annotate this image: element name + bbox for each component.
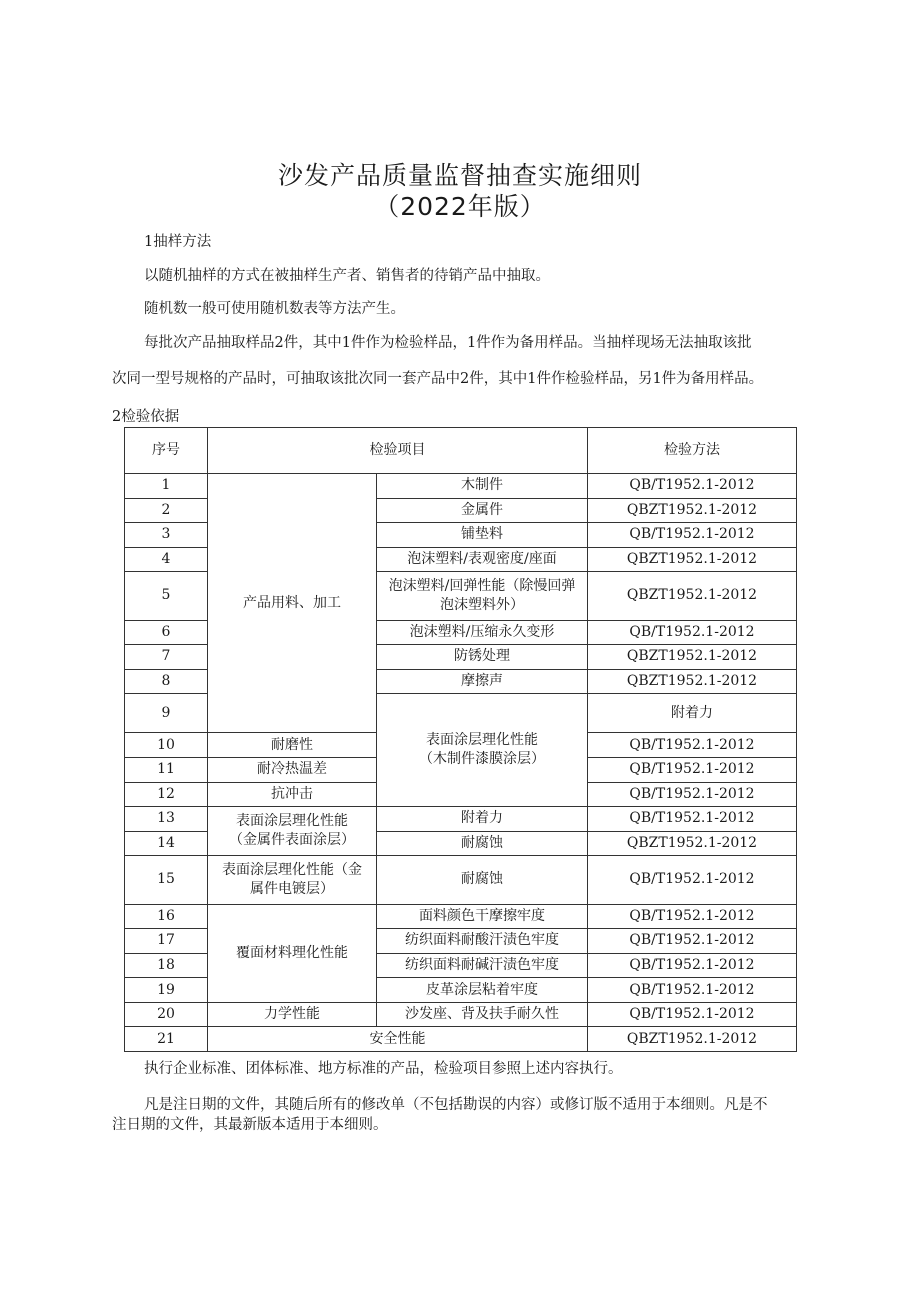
row-item xyxy=(377,572,588,620)
group-covering-materials: 覆面材料理化性能 xyxy=(208,904,377,1002)
row-item: 摩擦声 xyxy=(377,669,588,694)
group-metal-plating xyxy=(208,856,377,904)
row-item: 泡沫塑料/压缩永久变形 xyxy=(377,620,588,645)
group-product-materials: 产品用料、加工 xyxy=(208,474,377,733)
row-no: 17 xyxy=(125,929,208,954)
paragraph-random-number: 随机数一般可使用随机数表等方法产生。 xyxy=(144,301,405,317)
paragraph-dated-docs-line2: 注日期的文件，其最新版本适用于本细则。 xyxy=(112,1117,388,1133)
row-item: 纺织面料耐酸汗渍色牢度 xyxy=(377,929,588,954)
row-method: QBZT1952.1-2012 xyxy=(588,669,797,694)
row-item: 面料颜色干摩擦牢度 xyxy=(377,904,588,929)
row-no: 2 xyxy=(125,498,208,523)
row-no: 8 xyxy=(125,669,208,694)
paragraph-sample-count-line1: 每批次产品抽取样品2件，其中1件作为检验样品，1件作为备用样品。当抽样现场无法抽取该批 xyxy=(144,335,752,351)
table-row xyxy=(125,856,797,904)
row-no: 4 xyxy=(125,547,208,572)
row-method: QB/T1952.1-2012 xyxy=(588,757,797,782)
group-line1: 表面涂层理化性能（金 xyxy=(222,861,362,878)
table-row xyxy=(125,1002,797,1027)
table-row xyxy=(125,474,797,499)
row-method: QB/T1952.1-2012 xyxy=(588,904,797,929)
header-item: 检验项目 xyxy=(208,428,588,474)
row-no: 11 xyxy=(125,757,208,782)
row-item-line2: 泡沫塑料外） xyxy=(440,596,524,613)
row-method: QBZT1952.1-2012 xyxy=(588,547,797,572)
row-no: 19 xyxy=(125,978,208,1003)
row-method: QBZT1952.1-2012 xyxy=(588,645,797,670)
row-method: QBZT1952.1-2012 xyxy=(588,498,797,523)
row-no: 5 xyxy=(125,572,208,620)
row-item: 耐腐蚀 xyxy=(377,831,588,856)
row-no: 6 xyxy=(125,620,208,645)
row-no: 15 xyxy=(125,856,208,904)
document-title: 沙发产品质量监督抽查实施细则 xyxy=(277,161,642,190)
row-no: 1 xyxy=(125,474,208,499)
row-no: 13 xyxy=(125,807,208,832)
row-item: 耐磨性 xyxy=(208,733,377,758)
group-safety: 安全性能 xyxy=(208,1027,588,1052)
inspection-table xyxy=(124,427,797,1052)
table-header-row xyxy=(125,428,797,474)
row-item: 耐腐蚀 xyxy=(377,856,588,904)
row-item: 皮革涂层粘着牢度 xyxy=(377,978,588,1003)
row-item: 附着力 xyxy=(377,807,588,832)
row-method: QB/T1952.1-2012 xyxy=(588,856,797,904)
header-method: 检验方法 xyxy=(588,428,797,474)
row-method: QB/T1952.1-2012 xyxy=(588,978,797,1003)
row-item: 附着力 xyxy=(588,694,797,733)
row-item: 泡沫塑料/表观密度/座面 xyxy=(377,547,588,572)
row-method: QBZT1952.1-2012 xyxy=(588,572,797,620)
document-subtitle: （2022年版） xyxy=(374,192,546,221)
row-no: 7 xyxy=(125,645,208,670)
row-no: 14 xyxy=(125,831,208,856)
row-method: QB/T1952.1-2012 xyxy=(588,953,797,978)
paragraph-sampling-method: 以随机抽样的方式在被抽样生产者、销售者的待销产品中抽取。 xyxy=(144,268,550,284)
row-no: 12 xyxy=(125,782,208,807)
row-method: QBZT1952.1-2012 xyxy=(588,1027,797,1052)
row-method: QB/T1952.1-2012 xyxy=(588,782,797,807)
row-method: QB/T1952.1-2012 xyxy=(588,733,797,758)
row-item-line1: 泡沫塑料/回弹性能（除慢回弹 xyxy=(388,577,576,594)
header-no: 序号 xyxy=(125,428,208,474)
row-item: 纺织面料耐碱汗渍色牢度 xyxy=(377,953,588,978)
row-item: 木制件 xyxy=(377,474,588,499)
row-item: 耐冷热温差 xyxy=(208,757,377,782)
group-line1: 表面涂层理化性能 xyxy=(426,732,538,749)
section-2-heading: 2检验依据 xyxy=(112,409,180,425)
row-method: QB/T1952.1-2012 xyxy=(588,474,797,499)
table-row xyxy=(125,807,797,832)
row-method: QB/T1952.1-2012 xyxy=(588,620,797,645)
row-no: 20 xyxy=(125,1002,208,1027)
row-no: 16 xyxy=(125,904,208,929)
row-item: 沙发座、背及扶手耐久性 xyxy=(377,1002,588,1027)
row-no: 18 xyxy=(125,953,208,978)
row-no: 21 xyxy=(125,1027,208,1052)
row-method: QB/T1952.1-2012 xyxy=(588,1002,797,1027)
row-method: QB/T1952.1-2012 xyxy=(588,929,797,954)
paragraph-sample-count-line2: 次同一型号规格的产品时，可抽取该批次同一套产品中2件，其中1件作检验样品，另1件为备用样品。 xyxy=(112,371,764,387)
group-mechanical: 力学性能 xyxy=(208,1002,377,1027)
row-method: QB/T1952.1-2012 xyxy=(588,523,797,548)
group-line2: 属件电镀层） xyxy=(250,880,334,897)
row-item: 抗冲击 xyxy=(208,782,377,807)
row-item: 防锈处理 xyxy=(377,645,588,670)
row-item: 金属件 xyxy=(377,498,588,523)
group-line2: （金属件表面涂层） xyxy=(229,832,355,849)
paragraph-other-standards: 执行企业标准、团体标准、地方标准的产品，检验项目参照上述内容执行。 xyxy=(144,1061,623,1077)
row-no: 3 xyxy=(125,523,208,548)
table-row xyxy=(125,1027,797,1052)
row-method: QB/T1952.1-2012 xyxy=(588,807,797,832)
row-no: 9 xyxy=(125,694,208,733)
row-method: QBZT1952.1-2012 xyxy=(588,831,797,856)
row-item: 铺垫料 xyxy=(377,523,588,548)
table-row xyxy=(125,904,797,929)
section-1-heading: 1抽样方法 xyxy=(144,234,212,250)
row-no: 10 xyxy=(125,733,208,758)
group-metal-coating xyxy=(208,807,377,856)
group-line2: （木制件漆膜涂层） xyxy=(419,751,545,768)
paragraph-dated-docs-line1: 凡是注日期的文件，其随后所有的修改单（不包括勘误的内容）或修订版不适用于本细则。凡是不 xyxy=(144,1097,768,1113)
group-line1: 表面涂层理化性能 xyxy=(236,813,348,830)
group-wood-coating xyxy=(377,694,588,807)
